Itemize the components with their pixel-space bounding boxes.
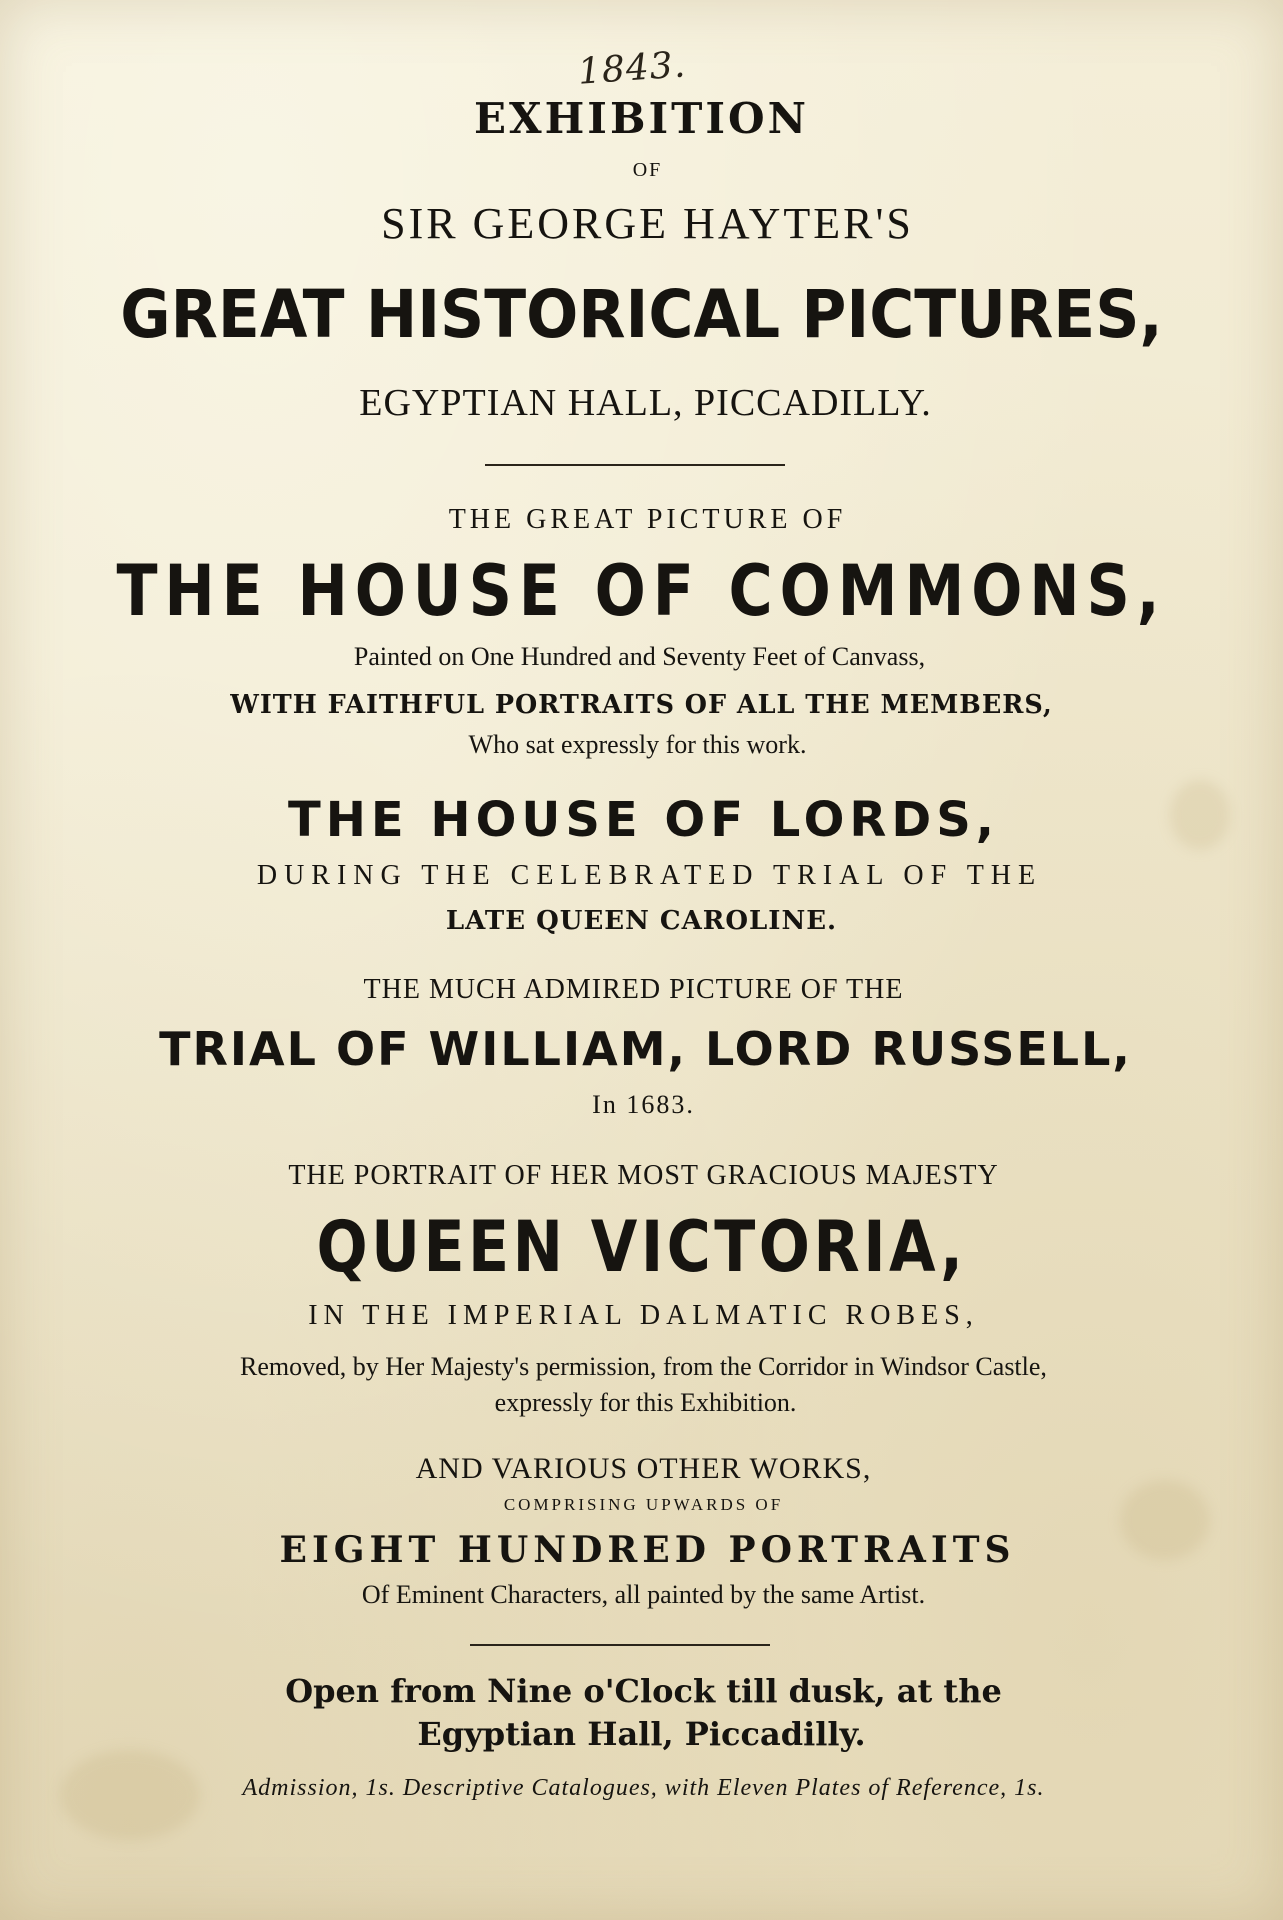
handwritten-year: 1843. xyxy=(576,44,688,93)
artist-name: SIR GEORGE HAYTER'S xyxy=(381,199,914,248)
headline-eight-hundred-portraits: EIGHT HUNDRED PORTRAITS xyxy=(279,1529,1016,1571)
title-exhibition: EXHIBITION xyxy=(474,94,809,143)
divider-bottom xyxy=(470,1644,770,1646)
expressly-exhibition-line: expressly for this Exhibition. xyxy=(494,1388,797,1417)
imperial-robes-line: IN THE IMPERIAL DALMATIC ROBES, xyxy=(308,1300,979,1331)
removed-line: Removed, by Her Majesty's permission, from the Corridor in Windsor Castle, xyxy=(240,1352,1047,1381)
opening-hours-line-2: Egyptian Hall, Piccadilly. xyxy=(417,1715,866,1753)
during-trial-line: DURING THE CELEBRATED TRIAL OF THE xyxy=(256,860,1043,891)
headline-house-of-lords: THE HOUSE OF LORDS, xyxy=(287,792,1000,848)
late-queen-line: LATE QUEEN CAROLINE. xyxy=(445,906,838,936)
much-admired-line: THE MUCH ADMIRED PICTURE OF THE xyxy=(363,974,904,1005)
title-of: OF xyxy=(632,159,663,181)
painted-description: Painted on One Hundred and Seventy Feet of Canvass, xyxy=(353,642,926,671)
opening-hours-line-1: Open from Nine o'Clock till dusk, at the xyxy=(285,1672,1002,1710)
comprising-line: COMPRISING UPWARDS OF xyxy=(503,1495,784,1514)
admission-line: Admission, 1s. Descriptive Catalogues, with Eleven Plates of Reference, 1s. xyxy=(242,1775,1045,1801)
who-sat-line: Who sat expressly for this work. xyxy=(468,730,807,759)
headline-house-of-commons: THE HOUSE OF COMMONS, xyxy=(116,550,1167,632)
year-1683-line: In 1683. xyxy=(592,1090,695,1119)
eminent-characters-line: Of Eminent Characters, all painted by the same Artist. xyxy=(361,1580,926,1609)
subheading-great-picture: THE GREAT PICTURE OF xyxy=(448,504,847,535)
divider-top xyxy=(485,464,785,466)
various-works-line: AND VARIOUS OTHER WORKS, xyxy=(415,1452,872,1485)
venue-line: EGYPTIAN HALL, PICCADILLY. xyxy=(359,382,932,424)
headline-great-pictures: GREAT HISTORICAL PICTURES, xyxy=(120,276,1163,353)
portrait-majesty-line: THE PORTRAIT OF HER MOST GRACIOUS MAJESTY xyxy=(288,1160,999,1191)
faithful-portraits-line: WITH FAITHFUL PORTRAITS OF ALL THE MEMBERS, xyxy=(230,690,1053,720)
headline-trial-russell: TRIAL OF WILLIAM, LORD RUSSELL, xyxy=(159,1022,1132,1076)
headline-queen-victoria: QUEEN VICTORIA, xyxy=(316,1206,967,1288)
